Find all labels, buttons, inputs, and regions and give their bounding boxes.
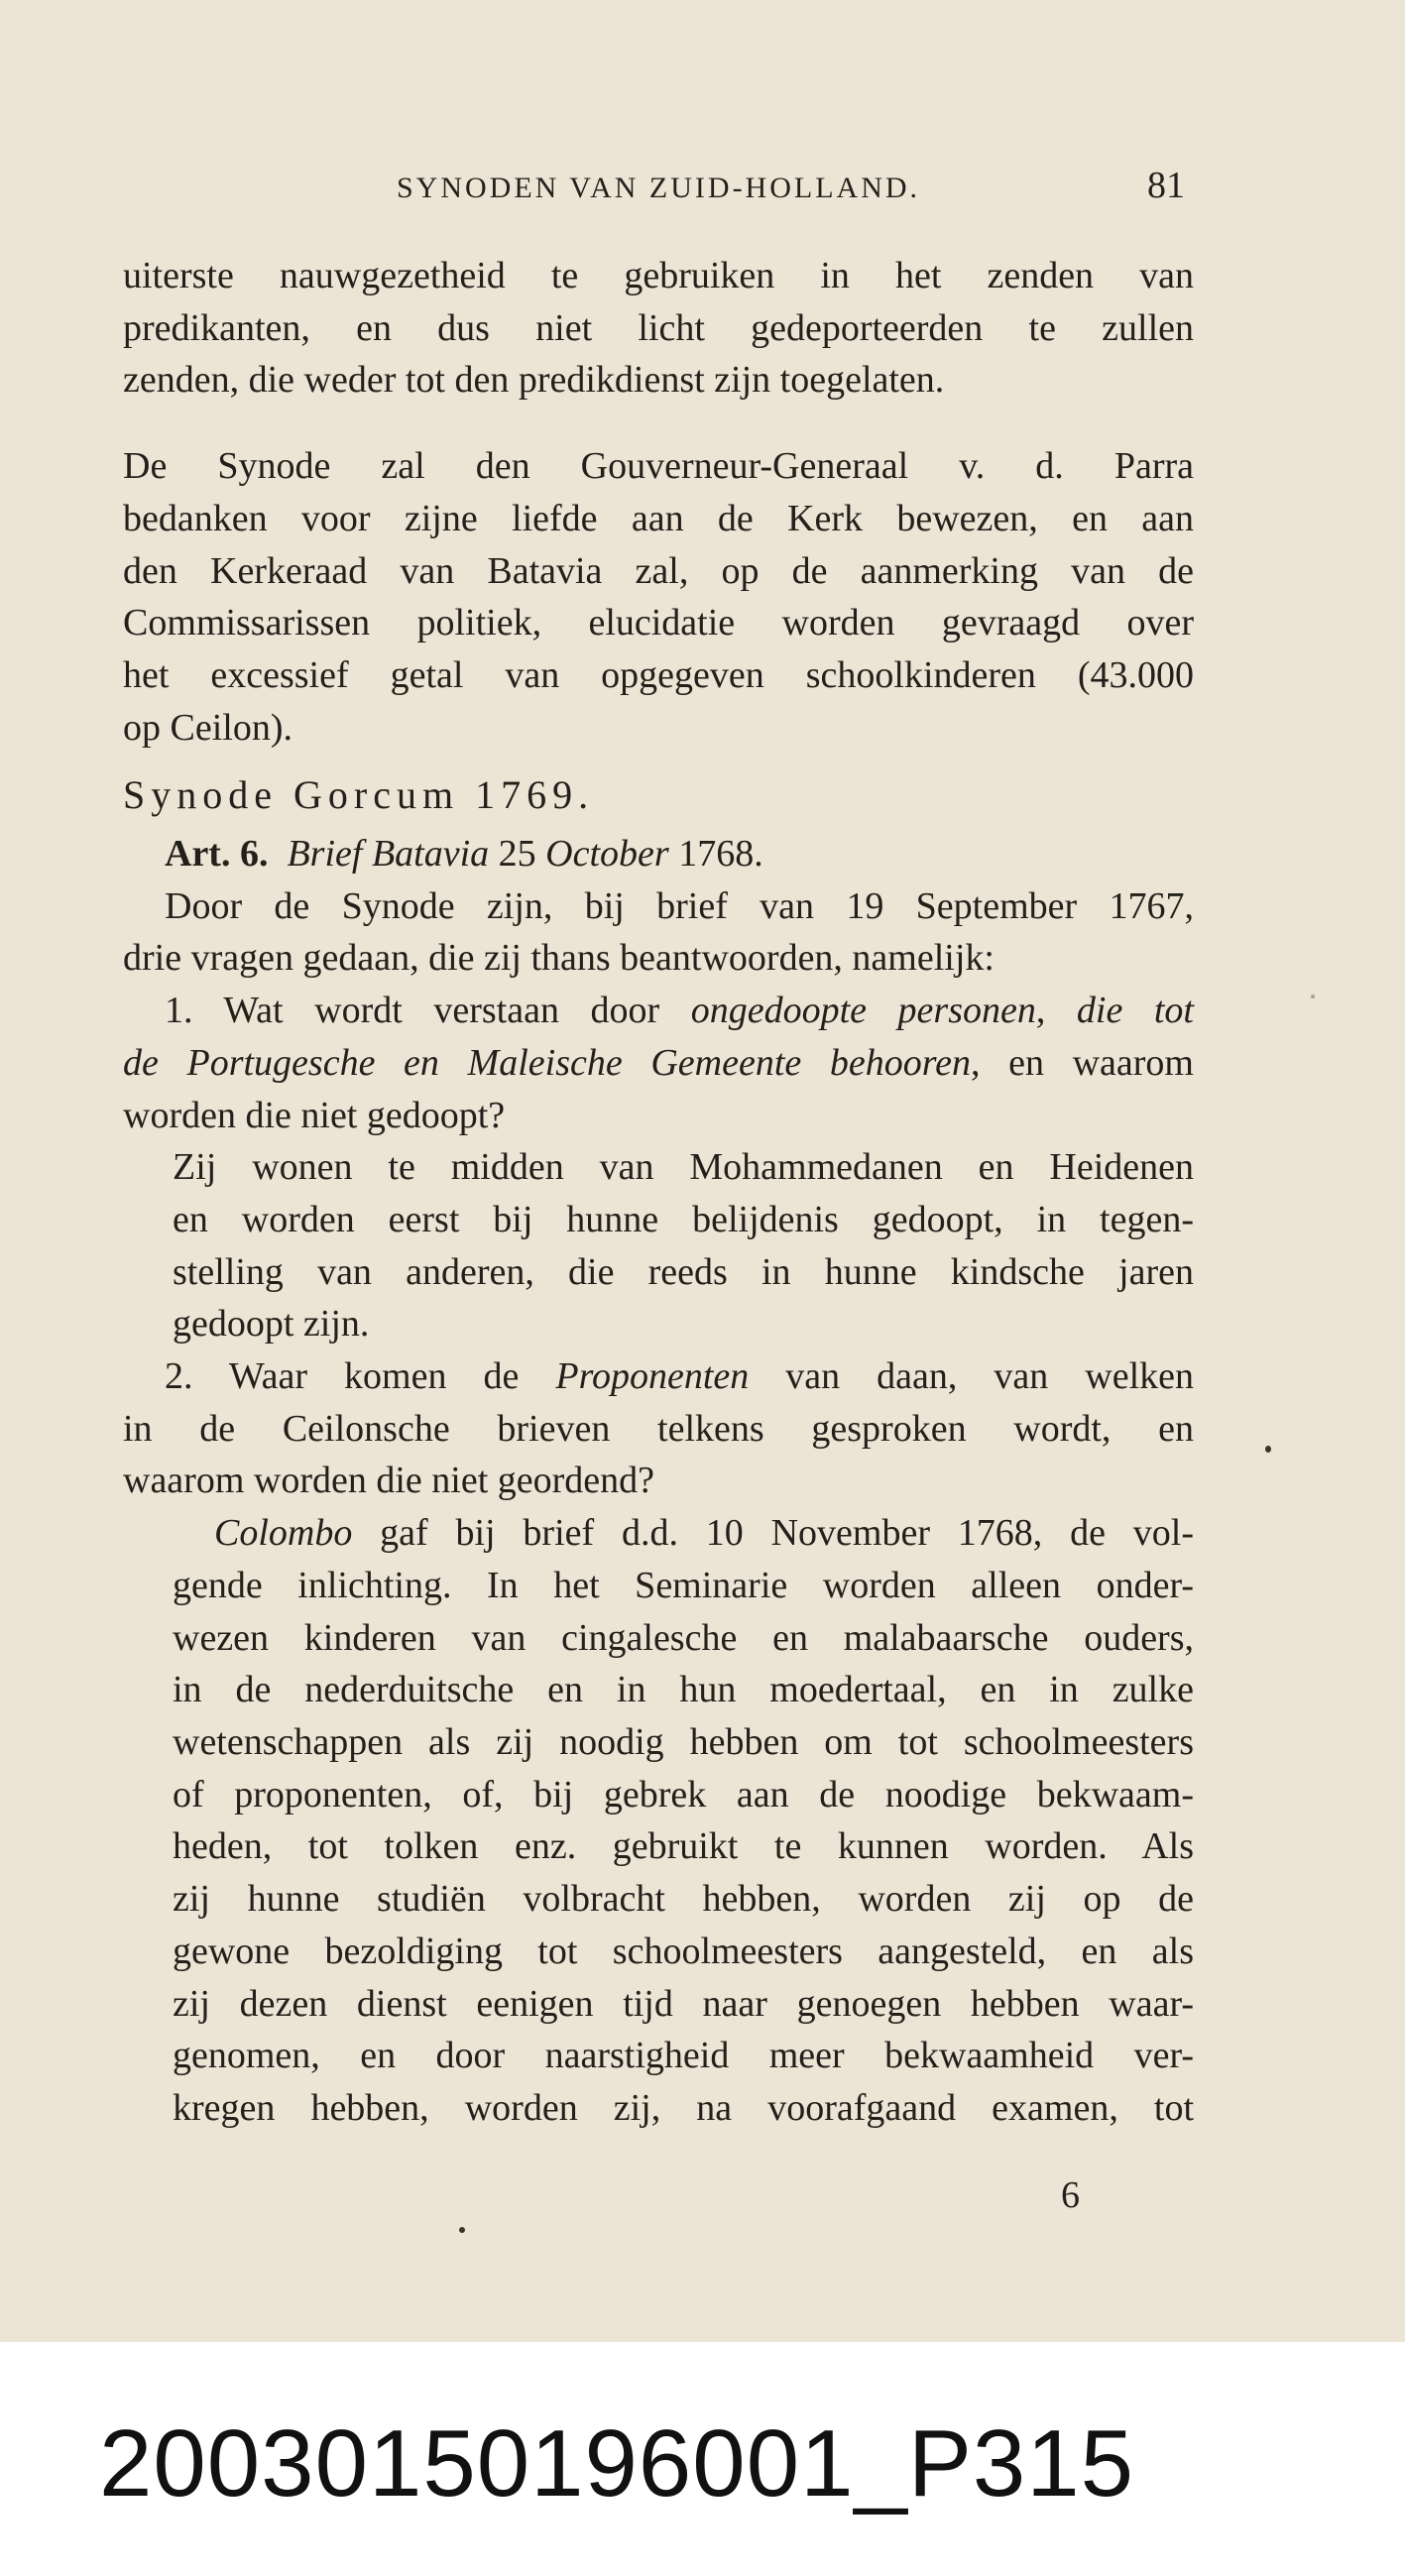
text-line: genomen, en door naarstigheid meer bekwaamheid ver-: [173, 2035, 1194, 2077]
paragraph-1: [123, 250, 1194, 407]
answer-2: [123, 1507, 1194, 2134]
text-line: den Kerkeraad van Batavia zal, op de aanmerking van de: [123, 549, 1194, 592]
text-line: Commissarissen politiek, elucidatie worden gevraagd over: [123, 602, 1194, 644]
text-line: gende inlichting. In het Seminarie worden alleen onder-: [173, 1564, 1194, 1606]
page-number: 81: [1147, 165, 1185, 206]
print-speck: [1311, 995, 1315, 998]
article-month: October: [545, 833, 669, 876]
article-heading: [123, 828, 1194, 880]
print-speck: [459, 2227, 465, 2233]
text-line: kregen hebben, worden zij, na voorafgaand examen, tot: [173, 2086, 1194, 2129]
scan-identifier: 20030150196001_P315: [99, 2410, 1135, 2517]
text-line: worden die niet gedoopt?: [123, 1094, 506, 1136]
text-line: heden, tot tolken enz. gebruikt te kunnen worden. Als: [173, 1825, 1194, 1868]
text-line: 1. Wat wordt verstaan door ongedoopte personen, die tot: [165, 990, 1194, 1032]
text-line: de Portugesche en Maleische Gemeente behooren, en waarom: [123, 1041, 1194, 1084]
section-heading: Synode Gorcum 1769.: [123, 772, 595, 818]
text-line: zij hunne studiën volbracht hebben, worden zij op de: [173, 1878, 1194, 1921]
paragraph-3: [123, 880, 1194, 985]
text-line: het excessief getal van opgegeven schoolkinderen (43.000: [123, 653, 1194, 696]
text-line: Zij wonen te midden van Mohammedanen en Heidenen: [173, 1146, 1194, 1189]
text-line: zij dezen dienst eenigen tijd naar genoegen hebben waar-: [173, 1982, 1194, 2025]
running-head: SYNODEN VAN ZUID-HOLLAND.: [397, 172, 921, 204]
text-line: op Ceilon).: [123, 706, 293, 749]
page-body: [123, 250, 1194, 2135]
article-label: Art. 6.: [165, 833, 269, 876]
answer-1: [123, 1141, 1194, 1350]
text-line: gedoopt zijn.: [173, 1303, 370, 1346]
text-line: in de nederduitsche en in hun moedertaal, en in zulke: [173, 1669, 1194, 1711]
text-line: of proponenten, of, bij gebrek aan de noodige bekwaam-: [173, 1773, 1194, 1815]
text-line: drie vragen gedaan, die zij thans beantwoorden, namelijk:: [123, 937, 995, 980]
text-line: uiterste nauwgezetheid te gebruiken in het zenden van: [123, 255, 1194, 296]
question-1: [123, 985, 1194, 1141]
article-day: 25: [498, 833, 536, 876]
text-line: in de Ceilonsche brieven telkens gesproken wordt, en: [123, 1407, 1194, 1450]
text-line: wezen kinderen van cingalesche en malabaarsche ouders,: [173, 1616, 1194, 1659]
text-line: waarom worden die niet geordend?: [123, 1460, 655, 1502]
text-line: predikanten, en dus niet licht gedeporteerden te zullen: [123, 306, 1194, 349]
text-line: wetenschappen als zij noodig hebben om tot schoolmeesters: [173, 1720, 1194, 1763]
signature-mark: 6: [1061, 2174, 1080, 2216]
print-speck: [1265, 1446, 1271, 1453]
question-2: [123, 1350, 1194, 1507]
article-title: Brief Batavia: [287, 833, 490, 876]
paragraph-2: [123, 440, 1194, 754]
text-line: De Synode zal den Gouverneur-Generaal v. d. Parra: [123, 445, 1194, 488]
article-year: 1768.: [678, 833, 763, 876]
text-line: Door de Synode zijn, bij brief van 19 September 1767,: [165, 884, 1194, 927]
text-line: en worden eerst bij hunne belijdenis gedoopt, in tegen-: [173, 1198, 1194, 1240]
text-line: Colombo gaf bij brief d.d. 10 November 1768, de vol-: [214, 1512, 1194, 1555]
text-line: stelling van anderen, die reeds in hunne kindsche jaren: [173, 1250, 1194, 1293]
text-line: 2. Waar komen de Proponenten van daan, van welken: [165, 1355, 1194, 1398]
text-line: bedanken voor zijne liefde aan de Kerk bewezen, en aan: [123, 497, 1194, 539]
text-line: zenden, die weder tot den predikdienst zijn toegelaten.: [123, 359, 945, 402]
text-line: gewone bezoldiging tot schoolmeesters aangesteld, en als: [173, 1930, 1194, 1972]
